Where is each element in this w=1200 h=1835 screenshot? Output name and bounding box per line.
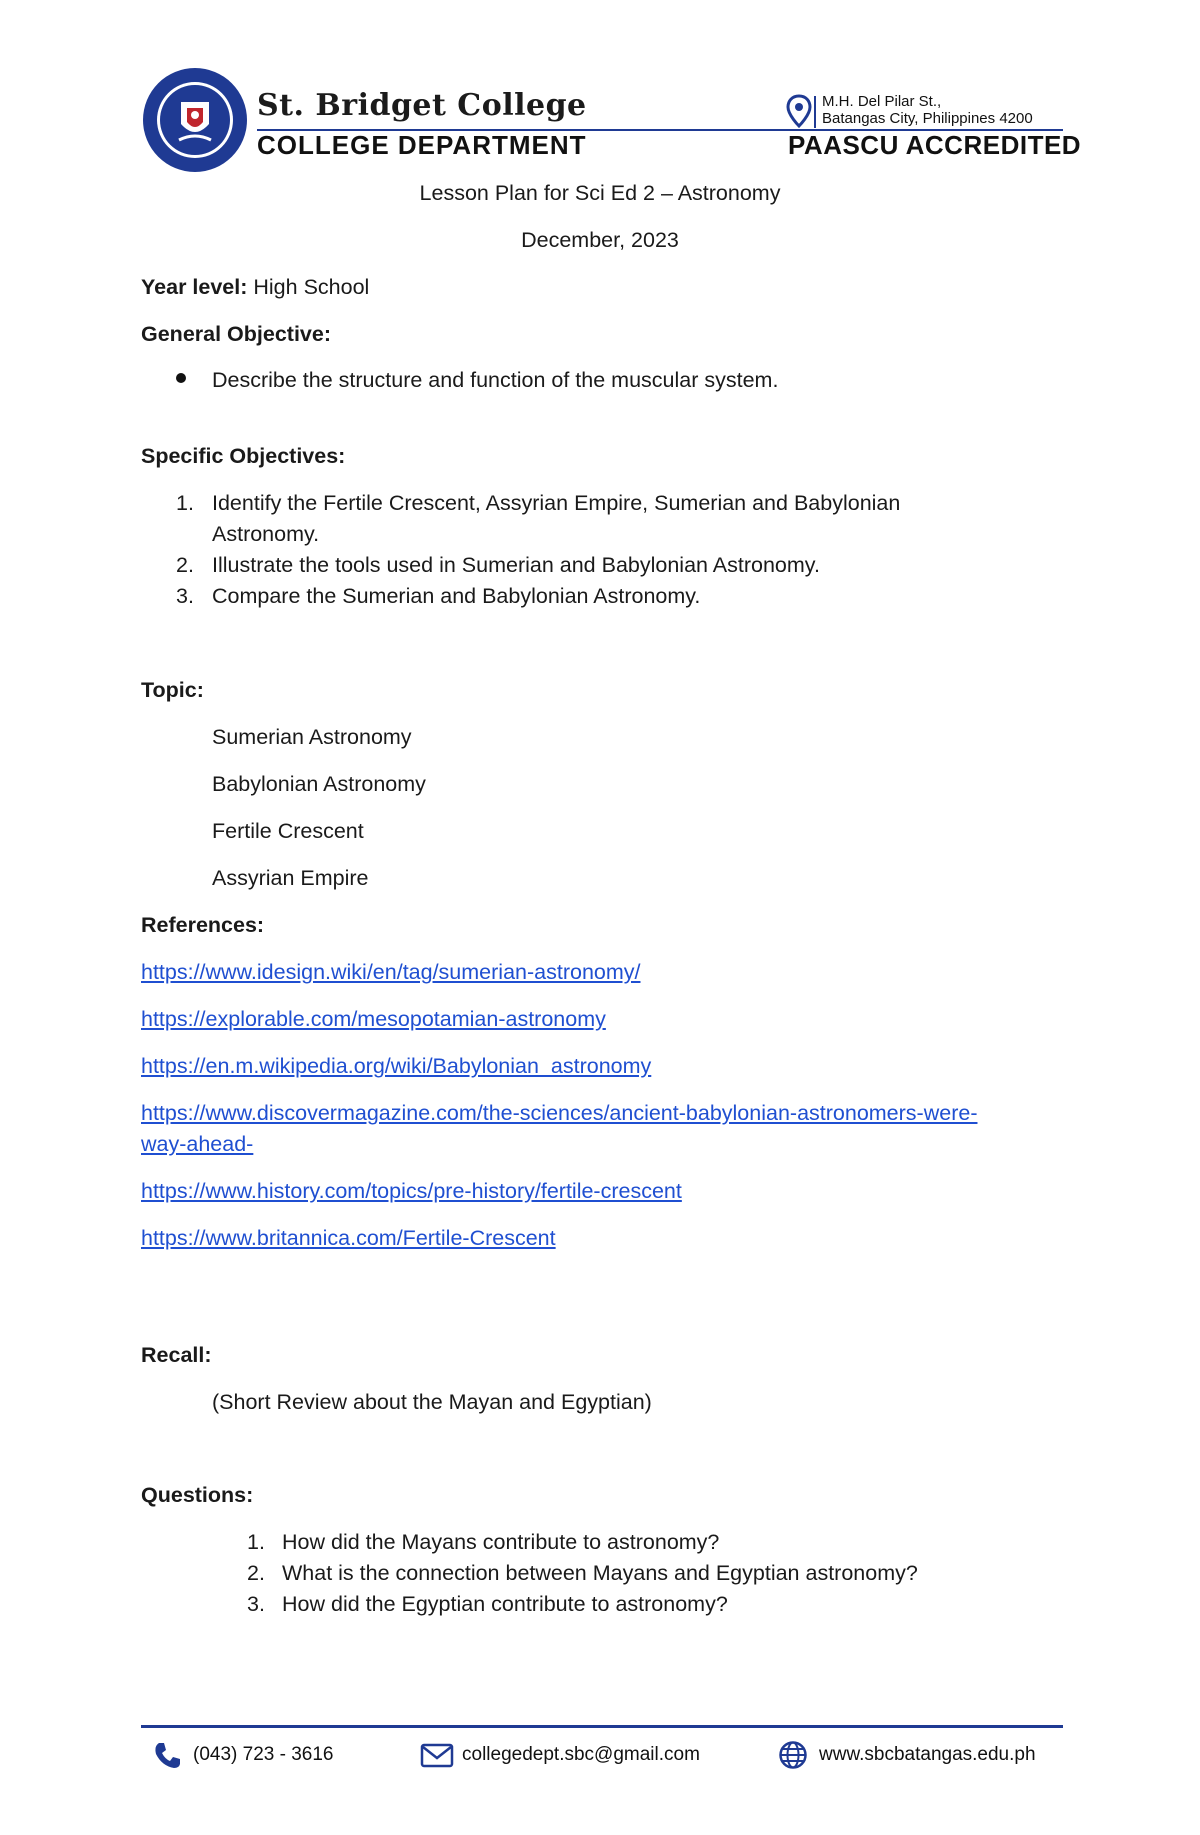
address-line-1: M.H. Del Pilar St., — [822, 93, 942, 110]
question-number: 2. — [247, 1561, 265, 1585]
references-heading: References: — [141, 913, 265, 937]
specific-objective-text: Illustrate the tools used in Sumerian and Babylonian Astronomy. — [212, 553, 820, 577]
location-pin-icon — [786, 94, 812, 128]
year-level-label: Year level: — [141, 275, 248, 299]
question-number: 3. — [247, 1592, 265, 1616]
general-objective-heading: General Objective: — [141, 322, 331, 346]
specific-objective-text: Compare the Sumerian and Babylonian Astronomy. — [212, 584, 701, 608]
footer-website[interactable]: www.sbcbatangas.edu.ph — [819, 1744, 1036, 1765]
college-seal-logo — [141, 66, 249, 174]
specific-objective-text: Identify the Fertile Crescent, Assyrian Empire, Sumerian and Babylonian — [212, 491, 901, 515]
specific-objective-number: 1. — [176, 491, 194, 515]
topic-heading: Topic: — [141, 678, 204, 702]
reference-link[interactable]: https://explorable.com/mesopotamian-astronomy — [141, 1007, 606, 1031]
topic-item: Sumerian Astronomy — [212, 725, 412, 749]
phone-icon — [152, 1740, 182, 1770]
specific-objective-number: 3. — [176, 584, 194, 608]
bullet-icon — [176, 373, 186, 383]
reference-link[interactable]: https://www.history.com/topics/pre-history/fertile-crescent — [141, 1179, 682, 1203]
question-text: How did the Egyptian contribute to astronomy? — [282, 1592, 728, 1616]
general-objective-item: Describe the structure and function of the muscular system. — [212, 368, 779, 392]
document-title: Lesson Plan for Sci Ed 2 – Astronomy — [419, 181, 781, 205]
reference-link-continued[interactable]: way-ahead- — [141, 1132, 254, 1156]
recall-heading: Recall: — [141, 1343, 212, 1367]
footer-rule — [141, 1725, 1063, 1728]
reference-link[interactable]: https://www.discovermagazine.com/the-sciences/ancient-babylonian-astronomers-were- — [141, 1101, 978, 1125]
year-level-value: High School — [253, 275, 370, 299]
question-text: What is the connection between Mayans and Egyptian astronomy? — [282, 1561, 918, 1585]
globe-icon — [778, 1740, 808, 1770]
address-divider — [814, 96, 816, 128]
reference-link[interactable]: https://www.britannica.com/Fertile-Crescent — [141, 1226, 556, 1250]
footer-phone: (043) 723 - 3616 — [193, 1744, 334, 1765]
question-number: 1. — [247, 1530, 265, 1554]
question-text: How did the Mayans contribute to astronomy? — [282, 1530, 720, 1554]
topic-item: Babylonian Astronomy — [212, 772, 426, 796]
recall-text: (Short Review about the Mayan and Egyptian) — [212, 1390, 652, 1414]
reference-link[interactable]: https://en.m.wikipedia.org/wiki/Babylonian_astronomy — [141, 1054, 652, 1078]
reference-link[interactable]: https://www.idesign.wiki/en/tag/sumerian-astronomy/ — [141, 960, 641, 984]
year-level — [141, 275, 369, 300]
footer-email[interactable]: collegedept.sbc@gmail.com — [462, 1744, 700, 1765]
specific-objective-number: 2. — [176, 553, 194, 577]
address — [822, 93, 1033, 127]
college-name: St. Bridget College — [257, 88, 587, 123]
topic-item: Assyrian Empire — [212, 866, 369, 890]
address-line-2: Batangas City, Philippines 4200 — [822, 110, 1033, 127]
college-department: COLLEGE DEPARTMENT — [257, 130, 587, 160]
document-date: December, 2023 — [521, 228, 679, 252]
mail-icon — [420, 1740, 454, 1770]
topic-item: Fertile Crescent — [212, 819, 364, 843]
specific-objectives-heading: Specific Objectives: — [141, 444, 346, 468]
specific-objective-text-continued: Astronomy. — [212, 522, 320, 546]
questions-heading: Questions: — [141, 1483, 254, 1507]
accreditation-label: PAASCU ACCREDITED — [788, 130, 1082, 160]
